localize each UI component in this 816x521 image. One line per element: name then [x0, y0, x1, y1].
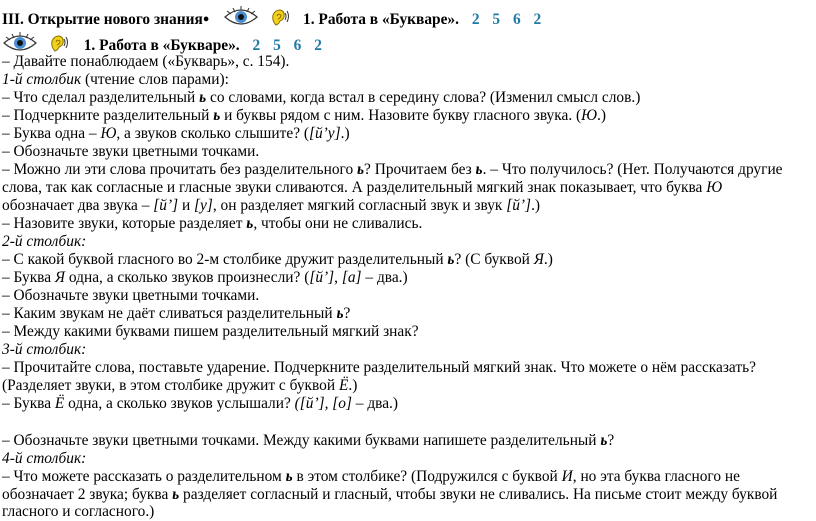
text: – Назовите звуки, которые разделяет: [2, 215, 247, 232]
text: – Давайте понаблюдаем («Букварь», с. 154).: [2, 53, 290, 70]
text: .): [597, 107, 607, 124]
text: – Что можете рассказать о разделительном: [2, 468, 286, 485]
header-number-4: 2: [533, 11, 542, 28]
text: слова, так как согласные и гласные звуки сливаются. А разделительный мягкий знак показывает, что буква: [2, 179, 707, 196]
soft-sign: ь: [213, 107, 221, 124]
column-heading: [2, 450, 86, 468]
text: – Буква: [2, 269, 55, 286]
text-line: [2, 269, 408, 287]
text-line: [2, 197, 540, 215]
text: , а звуков сколько слышите? (: [116, 125, 309, 142]
text-line: [2, 71, 229, 89]
column-heading: [2, 233, 86, 251]
text: ? Прочитаем без: [364, 161, 476, 178]
text: – Что сделал разделительный: [2, 89, 200, 106]
section-title: III. Открытие нового знания: [2, 11, 203, 28]
text: – Можно ли эти слова прочитать без разделительного: [2, 161, 357, 178]
text: – Прочитайте слова, поставьте ударение. Подчеркните разделительный мягкий знак. Что можете о нём рассказать?: [2, 359, 756, 376]
text: (чтение слов парами):: [81, 71, 229, 88]
subheader-line: [2, 32, 322, 55]
ear-icon: [269, 8, 289, 28]
header-line: [2, 6, 541, 29]
text-line: [2, 305, 350, 323]
letter: Я: [533, 251, 544, 268]
text: со словами, когда встал в середину слова? (Изменил смысл слов.): [206, 89, 641, 106]
soft-sign: ь: [285, 468, 293, 485]
text-line: [2, 323, 419, 341]
text: – Каким звукам не даёт сливаться разделительный: [2, 305, 337, 322]
text-line: [2, 89, 640, 107]
text: .): [340, 125, 350, 142]
text: обозначает два звука –: [2, 197, 154, 214]
text: в этом столбике? (Подружился с буквой: [292, 468, 562, 485]
text: и буквы рядом с ним. Назовите букву гласного звука. (: [220, 107, 582, 124]
eye-icon: [2, 32, 38, 54]
text: разделяет согласный и гласный, чтобы звуки не сливались. На письме стоит между буквой: [179, 486, 778, 503]
eye-icon: [223, 6, 259, 28]
text: ?: [607, 432, 615, 449]
text: одна, а сколько звуков услышали?: [64, 395, 295, 412]
text-line: [2, 287, 259, 305]
header-number-3: 6: [512, 11, 521, 28]
text: – Между какими буквами пишем разделительный мягкий знак?: [2, 323, 419, 340]
text: ?: [343, 305, 351, 322]
sound: [й’]: [506, 197, 532, 214]
letter: Ю: [100, 125, 117, 142]
column-heading: 1-й столбик: [2, 71, 82, 88]
header-task: 1. Работа в «Букваре».: [303, 11, 459, 28]
soft-sign: ь: [475, 161, 483, 178]
text-line: [2, 125, 350, 143]
header-number-1: 2: [471, 11, 480, 28]
soft-sign: ь: [172, 486, 180, 503]
text-line: [2, 161, 783, 179]
soft-sign: ь: [600, 432, 608, 449]
letter: Ё: [54, 395, 65, 412]
text: 2-й столбик:: [2, 233, 87, 250]
text-line: [2, 432, 614, 450]
text-line: [2, 107, 606, 125]
text: . – Что получилось? (Нет. Получаются другие: [482, 161, 783, 178]
text: – Подчеркните разделительный: [2, 107, 214, 124]
soft-sign: ь: [336, 305, 344, 322]
subheader-number-2: 5: [273, 37, 281, 54]
text: гласного и согласного.): [2, 503, 155, 520]
text: – Обозначьте звуки цветными точками.: [2, 143, 260, 160]
soft-sign: ь: [246, 215, 254, 232]
text-line: [2, 143, 259, 161]
text: обозначает 2 звука; буква: [2, 486, 173, 503]
text: 4-й столбик:: [2, 450, 87, 467]
text: – С какой буквой гласного во 2-м столбике дружит разделительный: [2, 251, 448, 268]
text-line: [2, 377, 357, 395]
sound: [й’у]: [309, 125, 341, 142]
text: 3-й столбик:: [2, 341, 87, 358]
subheader-task: 1. Работа в «Букваре».: [83, 37, 240, 54]
text: – Обозначьте звуки цветными точками. Между какими буквами напишете разделительный: [2, 432, 601, 449]
text: , но эта буква гласного не: [572, 468, 740, 485]
soft-sign: ь: [199, 89, 207, 106]
subheader-number-4: 2: [314, 37, 322, 54]
sound: [й’]: [153, 197, 179, 214]
letter: Ё: [338, 377, 349, 394]
text: (Разделяет звуки, в этом столбике дружит с буквой: [2, 377, 339, 394]
text-line: [2, 486, 777, 504]
sound: [й’]: [309, 269, 335, 286]
text: – два.): [361, 269, 408, 286]
letter: Я: [54, 269, 66, 286]
soft-sign: ь: [447, 251, 455, 268]
text: ,: [334, 269, 342, 286]
text-line: [2, 179, 722, 197]
sound: ([й’], [о]: [294, 395, 352, 412]
bullet: ●: [202, 13, 210, 25]
text: одна, а сколько звуков произнесли? (: [65, 269, 310, 286]
text-line: [2, 359, 756, 377]
text: ? (С буквой: [454, 251, 534, 268]
sound: [а]: [341, 269, 362, 286]
header-number-2: 5: [492, 11, 501, 28]
column-heading: [2, 341, 86, 359]
letter: Ю: [581, 107, 598, 124]
text: – Буква: [2, 395, 55, 412]
text: – Буква одна –: [2, 125, 101, 142]
text: – Обозначьте звуки цветными точками.: [2, 287, 260, 304]
text-line: [2, 468, 740, 486]
soft-sign: ь: [356, 161, 365, 178]
sound: [у]: [194, 197, 213, 214]
text: .): [348, 377, 358, 394]
letter: Ю: [706, 179, 723, 196]
text: , он разделяет мягкий согласный звук и звук: [212, 197, 507, 214]
ear-icon: [48, 34, 68, 54]
text-line: [2, 503, 154, 521]
subheader-number-1: 2: [252, 37, 261, 54]
text: – два.): [351, 395, 399, 412]
text: .): [531, 197, 541, 214]
letter: И: [561, 468, 573, 485]
text: , чтобы они не сливались.: [253, 215, 423, 232]
text-line: [2, 395, 398, 413]
text: .): [543, 251, 553, 268]
text: и: [178, 197, 195, 214]
subheader-number-3: 6: [293, 37, 302, 54]
text-line: [2, 215, 422, 233]
text-line: [2, 53, 289, 71]
text-line: [2, 251, 553, 269]
